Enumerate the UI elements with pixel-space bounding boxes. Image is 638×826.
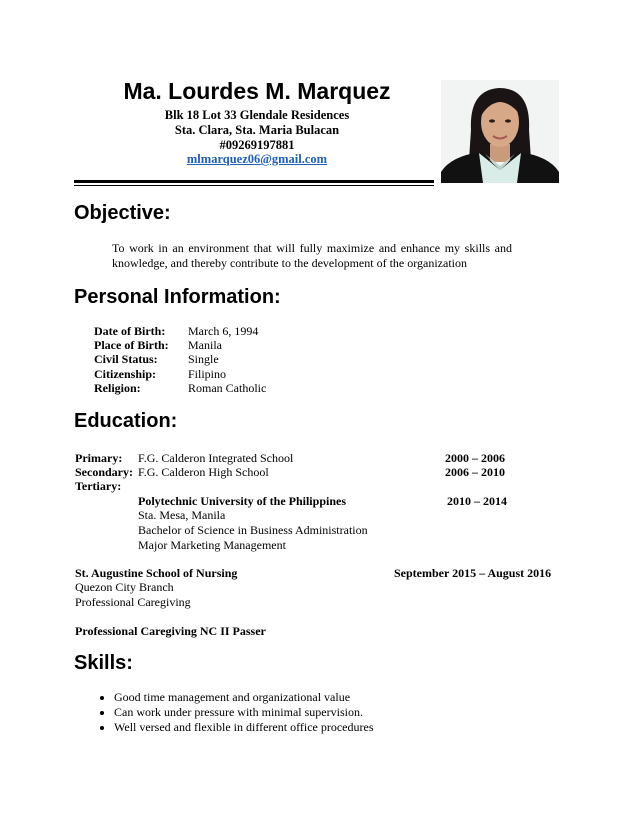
tertiary-school: Polytechnic University of the Philippines xyxy=(138,494,346,508)
nc-passer: Professional Caregiving NC II Passer xyxy=(75,624,266,638)
nursing-branch: Quezon City Branch xyxy=(75,580,174,594)
primary-label: Primary: xyxy=(75,451,123,465)
tertiary-label: Tertiary: xyxy=(75,479,122,493)
phone-number: #09269197881 xyxy=(219,138,295,152)
dob-label: Date of Birth: xyxy=(94,324,166,338)
nursing-school: St. Augustine School of Nursing xyxy=(75,566,238,580)
civil-status-label: Civil Status: xyxy=(94,352,158,366)
religion-label: Religion: xyxy=(94,381,141,395)
primary-years: 2000 – 2006 xyxy=(445,451,505,465)
nursing-course: Professional Caregiving xyxy=(75,595,191,609)
personal-info-heading: Personal Information: xyxy=(74,286,281,308)
skill-item: • Good time management and organizational value xyxy=(114,690,373,705)
citizenship-value: Filipino xyxy=(188,367,227,381)
pob-label: Place of Birth: xyxy=(94,338,169,352)
secondary-school: F.G. Calderon High School xyxy=(138,465,269,479)
header-divider-thin xyxy=(74,185,434,186)
primary-school: F.G. Calderon Integrated School xyxy=(138,451,294,465)
objective-heading: Objective: xyxy=(74,202,171,224)
objective-text-line-2: knowledge, and thereby contribute to the development of the organization xyxy=(112,256,468,270)
address-line-1: Blk 18 Lot 33 Glendale Residences xyxy=(164,108,350,122)
nursing-years: September 2015 – August 2016 xyxy=(394,566,552,580)
tertiary-years: 2010 – 2014 xyxy=(447,494,507,508)
secondary-label: Secondary: xyxy=(75,465,133,479)
religion-value: Roman Catholic xyxy=(188,381,267,395)
tertiary-major: Major Marketing Management xyxy=(138,538,286,552)
portrait-image xyxy=(441,80,559,183)
secondary-years: 2006 – 2010 xyxy=(445,465,505,479)
skill-item: • Can work under pressure with minimal supervision. xyxy=(114,705,373,720)
address-line-2: Sta. Clara, Sta. Maria Bulacan xyxy=(174,123,340,137)
pob-value: Manila xyxy=(188,338,222,352)
education-heading: Education: xyxy=(74,410,178,432)
civil-status-value: Single xyxy=(188,352,219,366)
dob-value: March 6, 1994 xyxy=(188,324,259,338)
header-divider-thick xyxy=(74,180,434,183)
tertiary-degree: Bachelor of Science in Business Administration xyxy=(138,523,368,537)
citizenship-label: Citizenship: xyxy=(94,367,157,381)
email-link[interactable]: mlmarquez06@gmail.com xyxy=(186,152,328,166)
skill-item: • Well versed and flexible in different office procedures xyxy=(114,720,373,735)
resume-name: Ma. Lourdes M. Marquez xyxy=(123,78,391,104)
profile-photo xyxy=(441,80,559,183)
skills-list xyxy=(90,690,373,735)
objective-text-line-1: To work in an environment that will fully maximize and enhance my skills and xyxy=(112,241,512,255)
skills-heading: Skills: xyxy=(74,652,133,674)
tertiary-location: Sta. Mesa, Manila xyxy=(138,508,226,522)
